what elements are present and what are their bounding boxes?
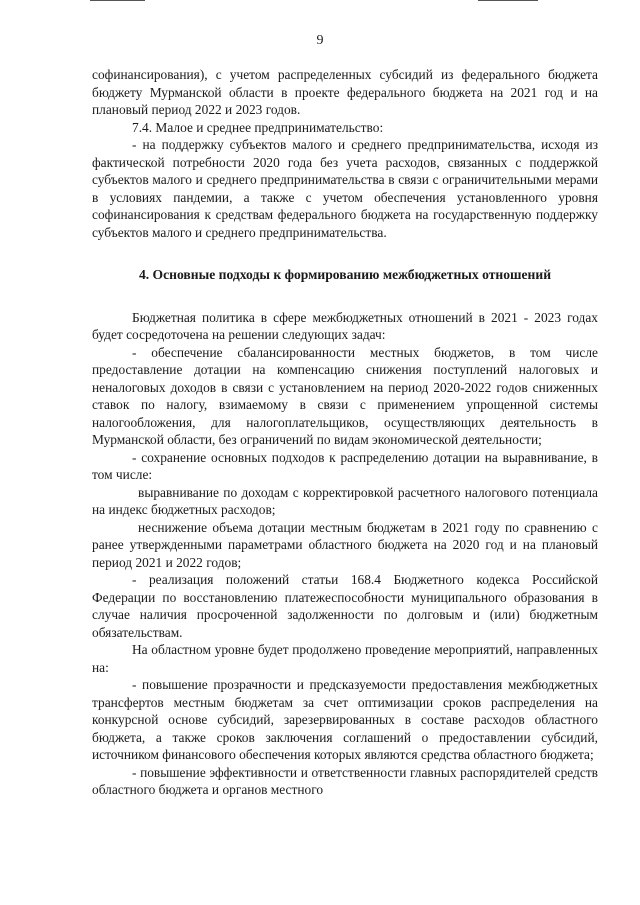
- paragraph-8: выравнивание по доходам с корректировкой расчетного налогового потенциала на индекс бюджетных расходов;: [92, 484, 598, 517]
- paragraph-10: - реализация положений статьи 168.4 Бюджетного кодекса Российской Федерации по восстановлению платежеспособности муниципального образования в случае наличия просроченной задолженности по долговым и (или) бюджетным обязательствам.: [92, 572, 598, 640]
- paragraph-5: Бюджетная политика в сфере межбюджетных отношений в 2021 - 2023 годах будет сосредоточена на решении следующих задач:: [92, 309, 598, 342]
- paragraph-7: - сохранение основных подходов к распределению дотации на выравнивание, в том числе:: [92, 449, 598, 482]
- paragraph-2: 7.4. Малое и среднее предпринимательство:: [132, 119, 384, 135]
- paragraph-11: На областном уровне будет продолжено проведение мероприятий, направленных на:: [92, 642, 598, 675]
- document-body: [92, 66, 598, 799]
- section-heading: 4. Основные подходы к формированию межбюджетных отношений: [138, 267, 552, 282]
- page-number: 9: [316, 33, 324, 48]
- top-rule-right: [478, 0, 538, 1]
- paragraph-3: - на поддержку субъектов малого и среднего предпринимательства, исходя из фактической потребности 2020 года без учета расходов, связанных с поддержкой субъектов малого и среднего предпринимательства в связи с ограничительными мерами в условиях пандемии, а также с учетом обеспечения установленного уровня софинансирования к средствам федерального бюджета на государственную поддержку субъектов малого и среднего предпринимательства.: [92, 137, 598, 240]
- paragraph-12: - повышение прозрачности и предсказуемости предоставления межбюджетных трансфертов местным бюджетам за счет оптимизации сроков распределения на конкурсной основе субсидий, зарезервированных в составе расходов областного бюджета, а также сроков заключения соглашений о предоставлении субсидий, источником финансового обеспечения которых являются средства областного бюджета;: [92, 677, 598, 762]
- top-rule-left: [90, 0, 145, 1]
- paragraph-13: - повышение эффективности и ответственности главных распорядителей средств областного бюджета и органов местного: [92, 764, 598, 797]
- paragraph-6: - обеспечение сбалансированности местных бюджетов, в том числе предоставление дотации на компенсацию снижения поступлений налоговых и неналоговых доходов в связи с установлением на период 2020-2022 годов сниженных ставок по налогу, взимаемому в связи с применением упрощенной системы налогообложения, для налогоплательщиков, осуществляющих деятельность в Мурманской области, без ограничений по видам экономической деятельности;: [92, 344, 598, 447]
- paragraph-1: софинансирования), с учетом распределенных субсидий из федерального бюджета бюджету Мурманской области в проекте федерального бюджета на 2021 год и на плановый период 2022 и 2023 годов.: [92, 67, 598, 117]
- paragraph-9: неснижение объема дотации местным бюджетам в 2021 году по сравнению с ранее утвержденными параметрами областного бюджета на 2020 год и на плановый период 2021 и 2022 годов;: [92, 519, 598, 570]
